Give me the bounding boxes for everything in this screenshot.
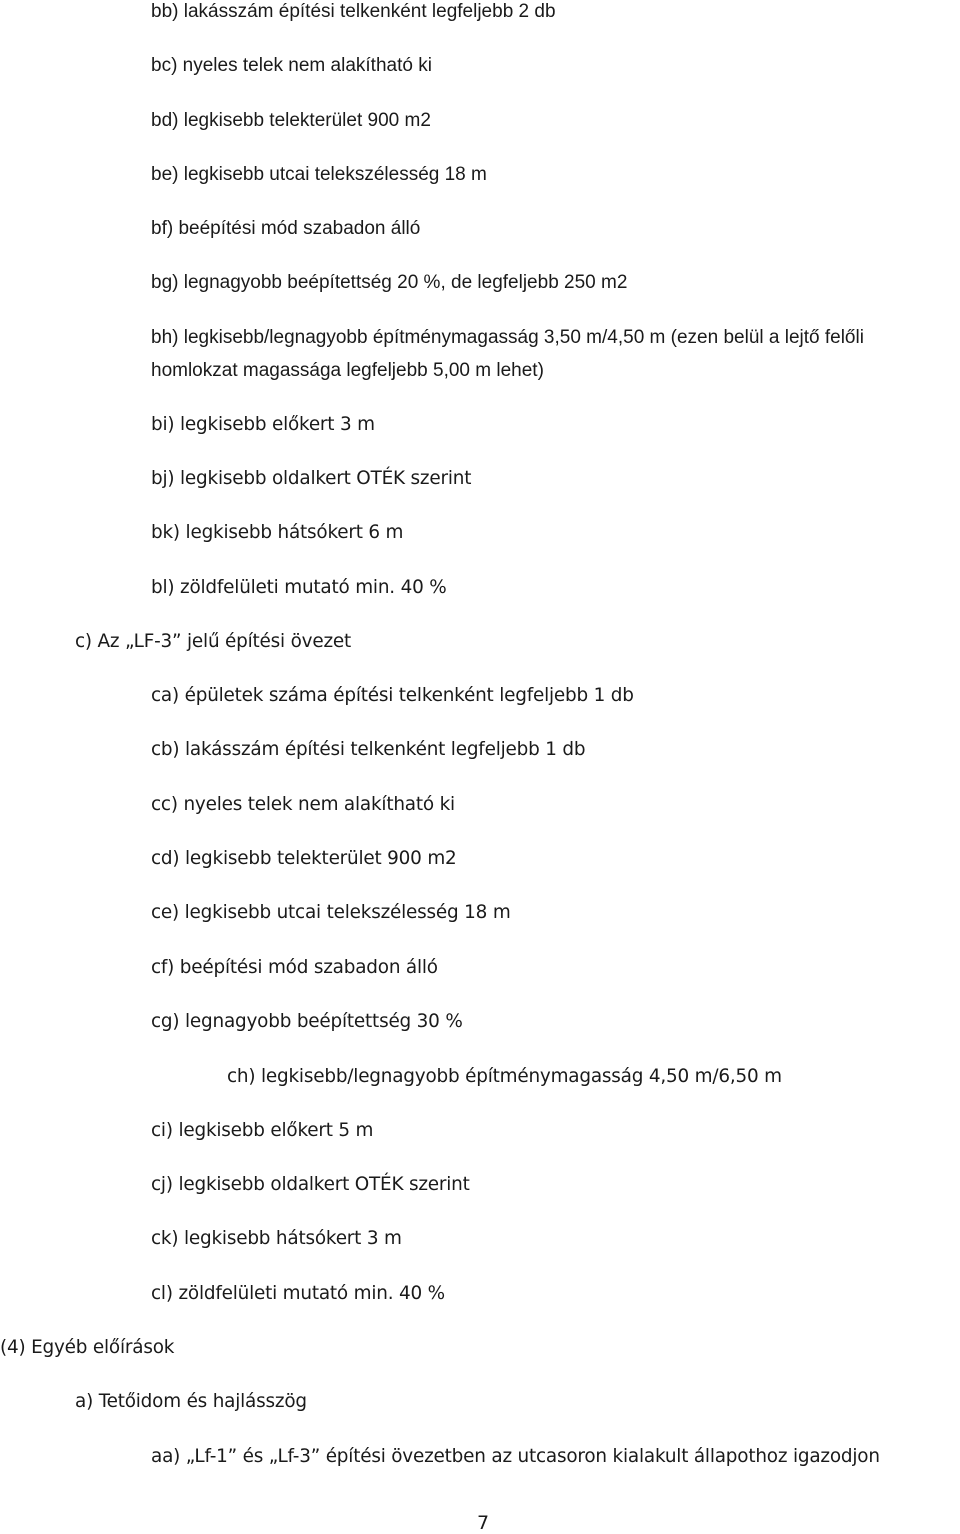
list-item-cj: cj) legkisebb oldalkert OTÉK szerint: [151, 1174, 470, 1195]
list-item-bd: bd) legkisebb telekterület 900 m2: [151, 110, 431, 131]
list-item-cd: cd) legkisebb telekterület 900 m2: [151, 848, 457, 869]
list-item-cc: cc) nyeles telek nem alakítható ki: [151, 794, 455, 815]
section-4a-heading: a) Tetőidom és hajlásszög: [75, 1391, 307, 1412]
list-item-bh-continued: homlokzat magassága legfeljebb 5,00 m lehet): [151, 360, 544, 381]
list-item-cb: cb) lakásszám építési telkenként legfeljebb 1 db: [151, 739, 586, 760]
list-item-bc: bc) nyeles telek nem alakítható ki: [151, 55, 432, 76]
section-c-heading: c) Az „LF-3” jelű építési övezet: [75, 631, 352, 652]
list-item-bf: bf) beépítési mód szabadon álló: [151, 218, 421, 239]
list-item-ci: ci) legkisebb előkert 5 m: [151, 1120, 374, 1141]
list-item-bh: bh) legkisebb/legnagyobb építménymagasság 3,50 m/4,50 m (ezen belül a lejtő felőli: [151, 327, 864, 348]
page-number: 7: [477, 1512, 490, 1534]
list-item-ca: ca) épületek száma építési telkenként legfeljebb 1 db: [151, 685, 634, 706]
list-item-bg: bg) legnagyobb beépítettség 20 %, de legfeljebb 250 m2: [151, 272, 628, 293]
list-item-bj: bj) legkisebb oldalkert OTÉK szerint: [151, 468, 472, 489]
list-item-ch: ch) legkisebb/legnagyobb építménymagasság 4,50 m/6,50 m: [227, 1066, 782, 1087]
list-item-cf: cf) beépítési mód szabadon álló: [151, 957, 438, 978]
list-item-bk: bk) legkisebb hátsókert 6 m: [151, 522, 404, 543]
list-item-ce: ce) legkisebb utcai telekszélesség 18 m: [151, 902, 511, 923]
list-item-bi: bi) legkisebb előkert 3 m: [151, 414, 375, 435]
section-4-heading: (4) Egyéb előírások: [0, 1337, 175, 1358]
list-item-aa: aa) „Lf-1” és „Lf-3” építési övezetben az utcasoron kialakult állapothoz igazodjon: [151, 1446, 880, 1467]
list-item-cg: cg) legnagyobb beépítettség 30 %: [151, 1011, 463, 1032]
list-item-ck: ck) legkisebb hátsókert 3 m: [151, 1228, 402, 1249]
list-item-bb: bb) lakásszám építési telkenként legfeljebb 2 db: [151, 1, 556, 22]
list-item-cl: cl) zöldfelületi mutató min. 40 %: [151, 1283, 445, 1304]
list-item-bl: bl) zöldfelületi mutató min. 40 %: [151, 577, 447, 598]
list-item-be: be) legkisebb utcai telekszélesség 18 m: [151, 164, 487, 185]
